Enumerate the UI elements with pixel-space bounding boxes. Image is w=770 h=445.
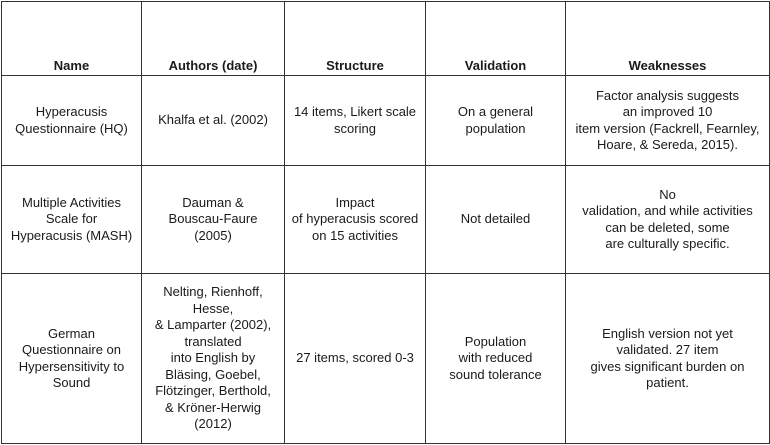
cell-validation: Not detailed	[426, 166, 566, 274]
cell-name: Hyperacusis Questionnaire (HQ)	[2, 76, 142, 166]
cell-authors: Khalfa et al. (2002)	[142, 76, 285, 166]
cell-validation: On a general population	[426, 76, 566, 166]
cell-authors: Nelting, Rienhoff, Hesse, & Lamparter (2002), translated into English by Bläsing, Goebel, Flötzinger, Berthold, & Kröner-Herwig (2012)	[142, 274, 285, 444]
header-name: Name	[2, 2, 142, 76]
table-row	[2, 274, 770, 444]
cell-validation: Population with reduced sound tolerance	[426, 274, 566, 444]
cell-name: German Questionnaire on Hypersensitivity to Sound	[2, 274, 142, 444]
table-row	[2, 166, 770, 274]
table-row	[2, 76, 770, 166]
cell-structure: 27 items, scored 0-3	[285, 274, 426, 444]
cell-weaknesses: English version not yet validated. 27 item gives significant burden on patient.	[566, 274, 770, 444]
header-row	[2, 2, 770, 76]
header-validation: Validation	[426, 2, 566, 76]
cell-structure: Impact of hyperacusis scored on 15 activities	[285, 166, 426, 274]
cell-weaknesses: Factor analysis suggests an improved 10 item version (Fackrell, Fearnley, Hoare, & Sereda, 2015).	[566, 76, 770, 166]
header-weaknesses: Weaknesses	[566, 2, 770, 76]
cell-name: Multiple Activities Scale for Hyperacusis (MASH)	[2, 166, 142, 274]
comparison-table	[1, 1, 770, 444]
cell-structure: 14 items, Likert scale scoring	[285, 76, 426, 166]
cell-authors: Dauman & Bouscau-Faure (2005)	[142, 166, 285, 274]
cell-weaknesses: No validation, and while activities can be deleted, some are culturally specific.	[566, 166, 770, 274]
header-structure: Structure	[285, 2, 426, 76]
header-authors: Authors (date)	[142, 2, 285, 76]
